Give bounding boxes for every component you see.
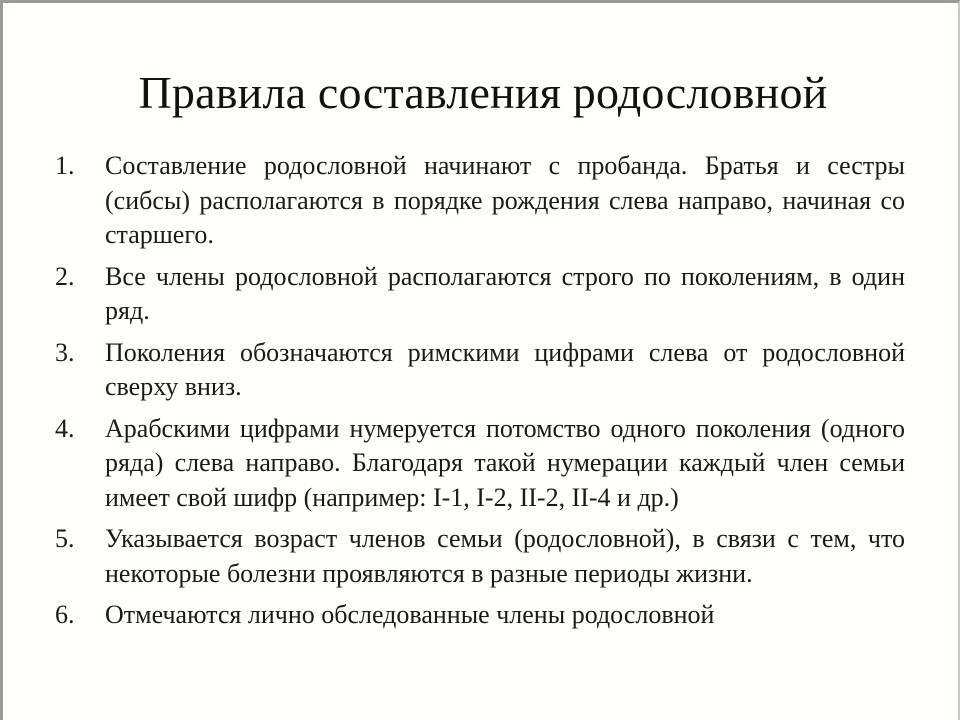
- rule-item-2: [55, 260, 905, 329]
- rule-number: 5.: [55, 524, 75, 553]
- rule-text: Составление родословной начинают с пробанда. Братья и сестры (сибсы) располагаются в порядке рождения слева направо, начиная со старшего.: [105, 151, 905, 249]
- rule-number: 3.: [55, 337, 75, 367]
- rule-number: 1.: [55, 151, 75, 180]
- rule-text: Все члены родословной располагаются строго по поколениям, в один ряд.: [105, 261, 905, 325]
- rule-text: Отмечаются лично обследованные члены родословной: [105, 600, 715, 629]
- rule-text: Поколения обозначаются римскими цифрами слева от родословной сверху вниз.: [105, 337, 905, 401]
- rule-number: 4.: [55, 413, 75, 443]
- rule-item-5: [55, 522, 905, 591]
- rule-number: 6.: [55, 600, 75, 629]
- rule-item-3: [55, 336, 905, 405]
- rule-text: Арабскими цифрами нумеруется потомство одного поколения (одного ряда) слева направо. Благодаря такой нумерации каждый член семьи имеет свой шифр (например: I-1, I-2, II-2, II-4 и др.): [105, 413, 905, 512]
- rules-list: [55, 149, 905, 640]
- rule-text: Указывается возраст членов семьи (родословной), в связи с тем, что некоторые болезни проявляются в разные периоды жизни.: [105, 524, 905, 588]
- rule-item-6: [55, 598, 905, 633]
- slide-title: Правила составления родословной: [138, 67, 828, 118]
- rule-number: 2.: [55, 261, 75, 291]
- rule-item-1: [55, 149, 905, 253]
- rule-item-4: [55, 412, 905, 516]
